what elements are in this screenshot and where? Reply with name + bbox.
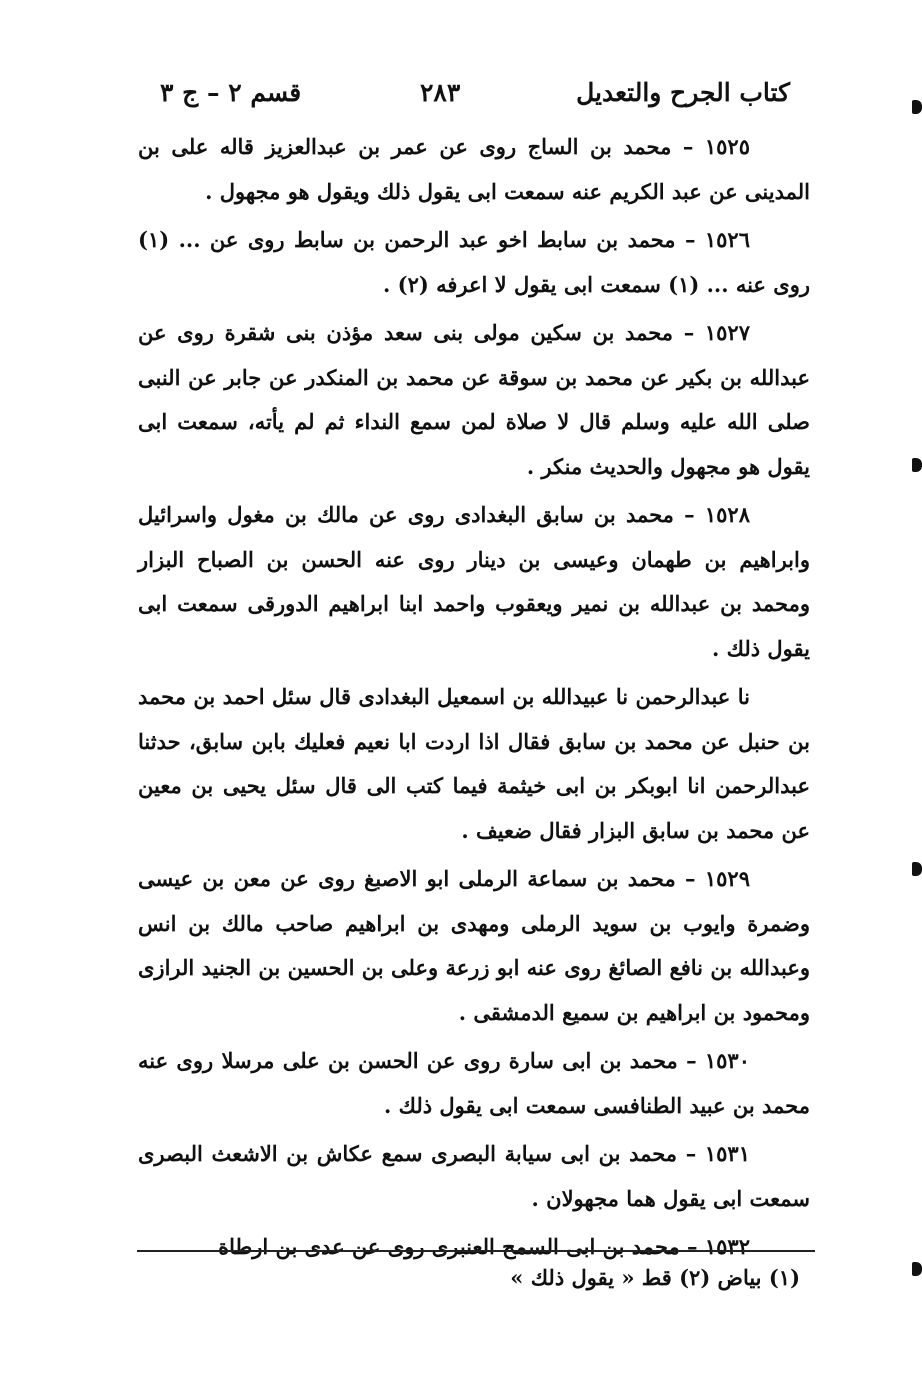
running-header [150, 78, 790, 118]
entry-1531: ١٥٣١ – محمد بن ابى سيابة البصرى سمع عكاش بن الاشعث البصرى سمعت ابى يقول هما مجهولان . [138, 1141, 810, 1211]
entry-1527: ١٥٢٧ – محمد بن سكين مولى بنى سعد مؤذن بنى شقرة روى عن عبدالله بن بكير عن محمد بن سوقة عن محمد بن المنكدر عن جابر عن النبى صلى الله عليه وسلم قال لا صلاة لمن سمع النداء ثم لم يأته، سمعت ابى يقول هو مجهول والحديث منكر . [138, 320, 810, 479]
footnotes: (١) بياض (٢) قط « يقول ذلك » [510, 1265, 800, 1290]
page-number: ٢٨٣ [420, 78, 461, 107]
entry-1525: ١٥٢٥ – محمد بن الساج روى عن عمر بن عبدالعزيز قاله على بن المدينى عن عبد الكريم عنه سمعت ابى يقول ذلك ويقول هو مجهول . [138, 134, 810, 204]
margin-mark [912, 862, 922, 876]
book-title: كتاب الجرح والتعديل [576, 78, 790, 107]
entry-1529: ١٥٢٩ – محمد بن سماعة الرملى ابو الاصبغ روى عن معن بن عيسى وضمرة وايوب بن سويد الرملى ومهدى بن ابراهيم صاحب مالك بن انس وعبدالله بن نافع الصائغ روى عنه ابو زرعة وعلى بن الحسين بن الجنيد الرازى ومحمود بن ابراهيم بن سميع الدمشقى . [138, 866, 810, 1025]
margin-mark [912, 100, 922, 114]
entry-1526: ١٥٢٦ – محمد بن سابط اخو عبد الرحمن بن سابط روى عن ... (١) روى عنه ... (١) سمعت ابى يقول لا اعرفه (٢) . [138, 227, 810, 297]
main-text [138, 125, 810, 1274]
entry-1532: ١٥٣٢ – محمد بن ابى السمح العنبرى روى عن عدى بن ارطاة [218, 1234, 750, 1259]
entry-1528-continuation: نا عبدالرحمن نا عبيدالله بن اسمعيل البغدادى قال سئل احمد بن محمد بن حنبل عن محمد بن سابق فقال اذا اردت ابا نعيم فعليك بابن سابق، حدثنا عبدالرحمن انا ابوبكر بن ابى خيثمة فيما كتب الى قال سئل يحيى بن معين عن محمد بن سابق البزار فقال ضعيف . [138, 684, 810, 843]
section-volume-label: قسم ٢ – ج ٣ [160, 78, 302, 107]
footnote-divider [137, 1250, 815, 1252]
margin-mark [912, 1262, 922, 1276]
margin-mark [912, 458, 922, 472]
entry-1528: ١٥٢٨ – محمد بن سابق البغدادى روى عن مالك بن مغول واسرائيل وابراهيم بن طهمان وعيسى بن دينار روى عنه الحسن بن الصباح البزار ومحمد بن عبدالله بن نمير ويعقوب واحمد ابنا ابراهيم الدورقى سمعت ابى يقول ذلك . [138, 502, 810, 661]
entry-1530: ١٥٣٠ – محمد بن ابى سارة روى عن الحسن بن على مرسلا روى عنه محمد بن عبيد الطنافسى سمعت ابى يقول ذلك . [138, 1048, 810, 1118]
